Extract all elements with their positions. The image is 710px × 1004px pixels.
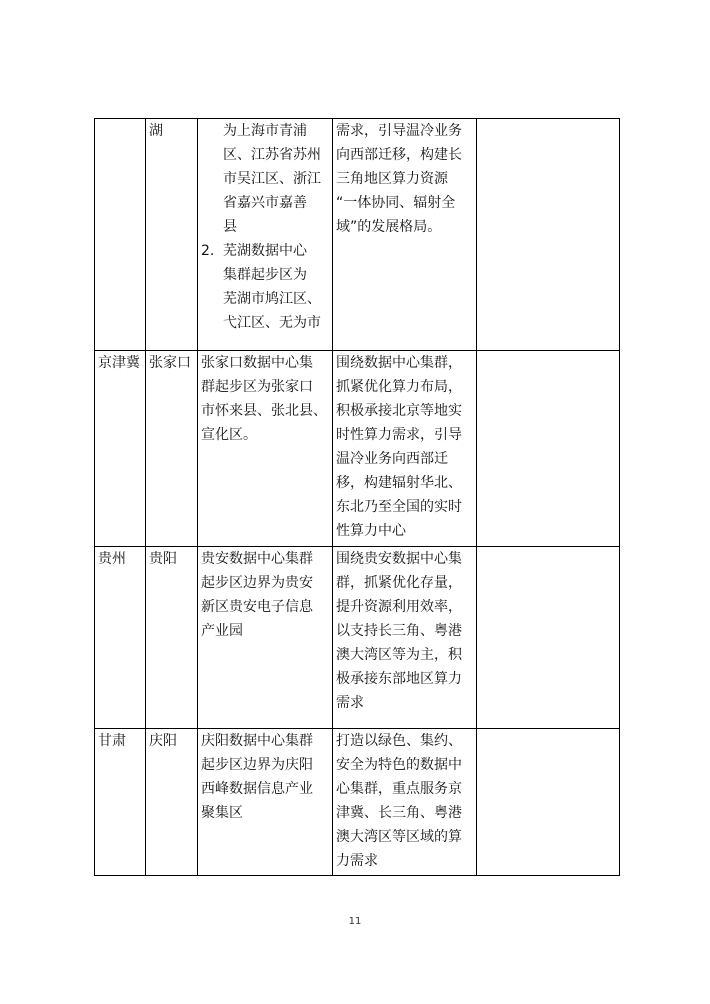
hub-cell	[146, 547, 198, 729]
table-row	[95, 119, 620, 351]
hub-text: 张家口	[149, 355, 191, 371]
direction-text: 需求，引导温冷业务 向西部迁移，构建长 三角地区算力资源 “一体协同、辐射全 域”的发展格局。	[336, 123, 462, 235]
region-text: 贵州	[98, 551, 126, 567]
note-cell	[477, 547, 620, 729]
startup-area-text: 庆阳数据中心集群 起步区边界为庆阳 西峰数据信息产业 聚集区	[201, 733, 313, 821]
region-cell	[95, 547, 146, 729]
note-cell	[477, 351, 620, 547]
list-text: 为上海市青浦 区、江苏省苏州 市吴江区、浙江 省嘉兴市嘉善 县	[223, 123, 321, 235]
region-text: 甘肃	[98, 733, 126, 749]
direction-cell	[333, 119, 477, 351]
direction-cell	[333, 547, 477, 729]
hub-cell	[146, 729, 198, 876]
direction-cell	[333, 351, 477, 547]
region-cell	[95, 351, 146, 547]
direction-text: 围绕数据中心集群， 抓紧优化算力布局， 积极承接北京等地实 时性算力需求，引导 温冷业务向西部迁 移，构建辐射华北、 东北乃至全国的实时 性算力中心	[336, 355, 462, 539]
page-number: 11	[348, 916, 362, 927]
region-cell	[95, 119, 146, 351]
direction-text: 打造以绿色、集约、 安全为特色的数据中 心集群，重点服务京 津冀、长三角、粤港 澳大湾区等区域的算 力需求	[336, 733, 462, 869]
note-cell	[477, 729, 620, 876]
note-cell	[477, 119, 620, 351]
table-row	[95, 351, 620, 547]
startup-area-text: 贵安数据中心集群 起步区边界为贵安 新区贵安电子信息 产业园	[201, 551, 313, 639]
startup-area-cell	[198, 547, 333, 729]
hub-cell	[146, 119, 198, 351]
list-number: 2.	[201, 243, 215, 259]
region-cell	[95, 729, 146, 876]
list-item	[201, 119, 329, 239]
table-row	[95, 547, 620, 729]
table-row	[95, 729, 620, 876]
hub-text: 庆阳	[149, 733, 177, 749]
hub-text: 湖	[149, 123, 163, 139]
direction-cell	[333, 729, 477, 876]
hub-text: 贵阳	[149, 551, 177, 567]
startup-area-list	[201, 119, 329, 335]
startup-area-cell	[198, 729, 333, 876]
list-number	[201, 119, 223, 239]
direction-text: 围绕贵安数据中心集 群，抓紧优化存量， 提升资源利用效率， 以支持长三角、粤港 澳大湾区等为主，积 极承接东部地区算力 需求	[336, 551, 462, 711]
startup-area-cell	[198, 119, 333, 351]
startup-area-cell	[198, 351, 333, 547]
list-text: 芜湖数据中心 集群起步区为 芜湖市鸠江区、 弋江区、无为市	[223, 243, 321, 331]
startup-area-text: 张家口数据中心集 群起步区为张家口 市怀来县、张北县、 宣化区。	[201, 355, 327, 443]
list-item	[201, 239, 329, 335]
region-text: 京津冀	[98, 355, 140, 371]
hub-cell	[146, 351, 198, 547]
hub-node-table	[94, 118, 620, 876]
